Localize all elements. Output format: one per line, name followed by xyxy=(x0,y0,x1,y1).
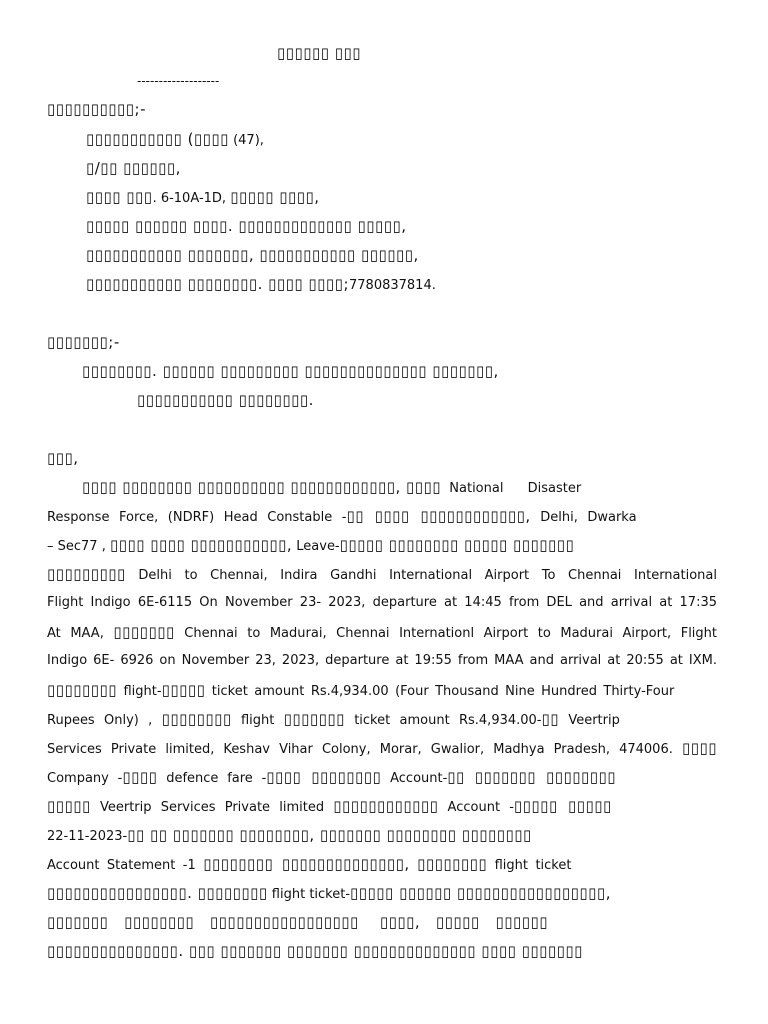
from-label: ▯▯▯▯▯▯▯▯▯▯;- xyxy=(47,100,147,118)
from-phone: 7780837814. xyxy=(349,278,436,293)
body-line-3: – Sec77 , ▯▯▯▯ ▯▯▯▯ ▯▯▯▯▯▯▯▯▯▯▯, Leave-▯▯▯▯▯ ▯▯▯▯▯▯▯▯ ▯▯▯▯▯ ▯▯▯▯▯▯▯ xyxy=(47,536,575,554)
from-line-2: ▯/▯▯ ▯▯▯▯▯▯, xyxy=(86,159,181,177)
from-line-1-num: (47), xyxy=(233,133,264,148)
from-line-5: ▯▯▯▯▯▯▯▯▯▯▯ ▯▯▯▯▯▯▯, ▯▯▯▯▯▯▯▯▯▯▯ ▯▯▯▯▯▯, xyxy=(86,246,419,264)
letter-title: ▯▯▯▯▯▯ ▯▯▯ xyxy=(277,44,362,62)
body-line-16: ▯▯▯▯▯▯▯ ▯▯▯▯▯▯▯▯ ▯▯▯▯▯▯▯▯▯▯▯▯▯▯▯▯▯ ▯▯▯▯, ▯▯▯▯▯ ▯▯▯▯▯▯ xyxy=(47,913,549,931)
salutation: ▯▯▯, xyxy=(47,449,79,467)
to-line-2: ▯▯▯▯▯▯▯▯▯▯▯ ▯▯▯▯▯▯▯▯. xyxy=(137,391,314,409)
body-line-7: Indigo 6E- 6926 on November 23, 2023, departure at 19:55 from MAA and arrival at 20:55 at IXM. xyxy=(47,653,717,668)
body-line-5: Flight Indigo 6E-6115 On November 23- 2023, departure at 14:45 from DEL and arrival at 17:35 xyxy=(47,595,717,610)
body-line-9: Rupees Only) , ▯▯▯▯▯▯▯▯ flight ▯▯▯▯▯▯▯ ticket amount Rs.4,934.00-▯▯ Veertrip xyxy=(47,710,620,728)
body-line-14: Account Statement -1 ▯▯▯▯▯▯▯▯ ▯▯▯▯▯▯▯▯▯▯▯▯▯▯, ▯▯▯▯▯▯▯▯ flight ticket xyxy=(47,855,572,873)
body-line-10: Services Private limited, Keshav Vihar Colony, Morar, Gwalior, Madhya Pradesh, 474006. ▯▯▯▯ xyxy=(47,739,717,757)
body-line-1: ▯▯▯▯ ▯▯▯▯▯▯▯▯ ▯▯▯▯▯▯▯▯▯▯ ▯▯▯▯▯▯▯▯▯▯▯▯, ▯▯▯▯ National Disaster xyxy=(82,478,582,496)
body-line-6: At MAA, ▯▯▯▯▯▯▯ Chennai to Madurai, Chennai Internationl Airport to Madurai Airport, Flight xyxy=(47,623,718,641)
body-line-17: ▯▯▯▯▯▯▯▯▯▯▯▯▯▯▯. ▯▯▯ ▯▯▯▯▯▯▯ ▯▯▯▯▯▯▯ ▯▯▯▯▯▯▯▯▯▯▯▯▯▯ ▯▯▯▯ ▯▯▯▯▯▯▯ xyxy=(47,942,583,960)
body-line-12: ▯▯▯▯▯ Veertrip Services Private limited ▯▯▯▯▯▯▯▯▯▯▯▯ Account -▯▯▯▯▯ ▯▯▯▯▯ xyxy=(47,797,612,815)
ndrf-text: National Disaster xyxy=(449,481,582,496)
from-line-1: ▯▯▯▯▯▯▯▯▯▯▯ (▯▯▯▯ (47), xyxy=(86,130,264,148)
body-line-13: 22-11-2023-▯▯ ▯▯ ▯▯▯▯▯▯▯ ▯▯▯▯▯▯▯▯, ▯▯▯▯▯▯▯ ▯▯▯▯▯▯▯▯ ▯▯▯▯▯▯▯▯ xyxy=(47,826,532,844)
body-line-8: ▯▯▯▯▯▯▯▯ flight-▯▯▯▯▯ ticket amount Rs.4,934.00 (Four Thousand Nine Hundred Thirty-Four xyxy=(47,681,675,699)
to-label: ▯▯▯▯▯▯▯;- xyxy=(47,333,120,351)
to-line-1: ▯▯▯▯▯▯▯▯. ▯▯▯▯▯▯ ▯▯▯▯▯▯▯▯▯ ▯▯▯▯▯▯▯▯▯▯▯▯▯▯ ▯▯▯▯▯▯▯, xyxy=(82,362,499,380)
title-rule: ------------------- xyxy=(137,74,220,88)
from-line-6: ▯▯▯▯▯▯▯▯▯▯▯ ▯▯▯▯▯▯▯▯. ▯▯▯▯ ▯▯▯▯;7780837814. xyxy=(86,275,436,293)
from-line-3: ▯▯▯▯ ▯▯▯. 6-10A-1D, ▯▯▯▯▯ ▯▯▯▯, xyxy=(86,188,320,206)
body-line-15: ▯▯▯▯▯▯▯▯▯▯▯▯▯▯▯▯. ▯▯▯▯▯▯▯▯ flight ticket-▯▯▯▯▯ ▯▯▯▯▯▯ ▯▯▯▯▯▯▯▯▯▯▯▯▯▯▯▯▯, xyxy=(47,884,611,902)
from-line-3-num: . 6-10A-1D, xyxy=(152,191,227,206)
body-line-11: Company -▯▯▯▯ defence fare -▯▯▯▯ ▯▯▯▯▯▯▯▯ Account-▯▯ ▯▯▯▯▯▯▯ ▯▯▯▯▯▯▯▯ xyxy=(47,768,617,786)
from-line-4: ▯▯▯▯▯ ▯▯▯▯▯▯ ▯▯▯▯. ▯▯▯▯▯▯▯▯▯▯▯▯▯ ▯▯▯▯▯, xyxy=(86,217,407,235)
body-line-2: Response Force, (NDRF) Head Constable -▯▯ ▯▯▯▯ ▯▯▯▯▯▯▯▯▯▯▯▯, Delhi, Dwarka xyxy=(47,507,637,525)
body-line-4: ▯▯▯▯▯▯▯▯▯ Delhi to Chennai, Indira Gandhi International Airport To Chennai International xyxy=(47,565,717,583)
